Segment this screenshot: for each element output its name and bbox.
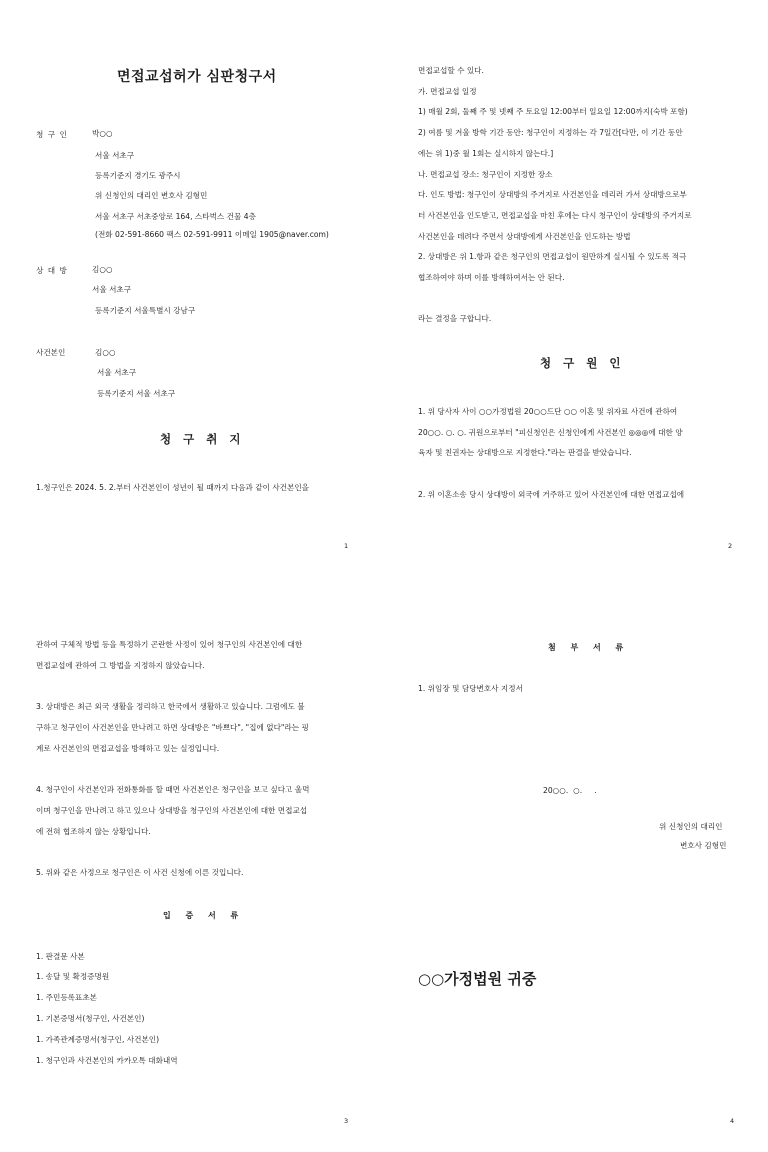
respondent-label: 상 대 방	[36, 266, 68, 275]
cause-line: 1. 위 당사자 사이 ○○가정법원 20○○드단 ○○ 이혼 및 위자료 사건에 관하여	[418, 407, 678, 416]
body-line: 계로 사건본인의 면접교섭을 방해하고 있는 실정입니다.	[36, 744, 220, 753]
body-line: 다. 인도 방법: 청구인이 상대방의 주거지로 사건본인을 데리러 가서 상대방으로부	[418, 190, 687, 199]
body-line: 2) 여름 및 겨울 방학 기간 동안: 청구인이 지정하는 각 7일간[다만, 이 기간 동안	[418, 128, 683, 137]
respondent-name: 김○○	[92, 265, 113, 274]
body-line: 관하여 구체적 방법 등을 특정하기 곤란한 사정이 있어 청구인의 사건본인에 대한	[36, 640, 303, 649]
principal-address: 서울 서초구	[97, 368, 137, 377]
body-line: 1) 매월 2회, 둘째 주 및 넷째 주 토요일 12:00부터 일요일 12:00까지(숙박 포함)	[418, 107, 688, 116]
page-number: 2	[728, 542, 733, 550]
claimant-agent: 위 신청인의 대리인 변호사 김형민	[95, 191, 208, 200]
respondent-registry: 등록기준지 서울특별시 강남구	[95, 306, 196, 315]
page-number: 1	[344, 542, 349, 550]
body-line: 4. 청구인이 사건본인과 전화통화를 할 때면 사건본인은 청구인을 보고 싶다고 울먹	[36, 785, 310, 794]
attachment-item: 1. 위임장 및 담당변호사 지정서	[418, 684, 523, 693]
signature-line: 위 신청인의 대리인	[659, 822, 723, 831]
principal-name: 김○○	[95, 348, 116, 357]
cause-line: 2. 위 이혼소송 당시 상대방이 외국에 거주하고 있어 사건본인에 대한 면접교섭에	[418, 490, 685, 499]
page-2	[384, 0, 768, 576]
body-line: 구하고 청구인이 사건본인을 만나려고 하면 상대방은 "바쁘다", "집에 없다"라는 핑	[36, 723, 309, 732]
evidence-item: 1. 판결문 사본	[36, 952, 85, 961]
claimant-name: 박○○	[92, 129, 113, 138]
cause-line: 육자 및 친권자는 상대방으로 지정한다."라는 판결을 받았습니다.	[418, 448, 632, 457]
page-4	[384, 576, 768, 1152]
attachments-heading: 첨 부 서 류	[548, 643, 630, 652]
evidence-item: 1. 주민등록표초본	[36, 993, 98, 1002]
body-line: 면접교섭에 관하여 그 방법을 지정하지 않았습니다.	[36, 661, 205, 670]
claimant-registry: 등록기준지 경기도 광주시	[95, 171, 181, 180]
claimant-address: 서울 서초구	[95, 151, 135, 160]
principal-label: 사건본인	[36, 348, 66, 357]
body-line: 에 전혀 협조하지 않는 상황입니다.	[36, 827, 151, 836]
purpose-heading: 청 구 취 지	[160, 432, 245, 446]
body-line: 에는 위 1)중 월 1회는 실시하지 않는다.]	[418, 149, 554, 158]
claimant-agent-address: 서울 서초구 서초중앙로 164, 스타벅스 건물 4층	[95, 212, 256, 221]
body-line: 협조하여야 하며 이를 방해하여서는 안 된다.	[418, 273, 565, 282]
evidence-item: 1. 청구인과 사건본인의 카카오톡 대화내역	[36, 1056, 178, 1065]
signature-line: 변호사 김형민	[680, 841, 727, 850]
principal-registry: 등록기준지 서울 서초구	[97, 389, 176, 398]
body-line: 사건본인을 데려다 주면서 상대방에게 사건본인을 인도하는 방법	[418, 232, 631, 241]
body-line: 가. 면접교섭 일정	[418, 87, 477, 96]
evidence-item: 1. 가족관계증명서(청구인, 사건본인)	[36, 1035, 160, 1044]
claimant-label: 청 구 인	[36, 130, 68, 139]
page-1	[0, 0, 384, 576]
cause-heading: 청 구 원 인	[540, 356, 625, 370]
body-line: 2. 상대방은 위 1.항과 같은 청구인의 면접교섭이 원만하게 실시될 수 있도록 적극	[418, 252, 687, 261]
evidence-heading: 입 증 서 류	[163, 911, 245, 920]
request-line: 라는 결정을 구합니다.	[418, 314, 492, 323]
page-number: 4	[730, 1117, 735, 1125]
body-line: 면접교섭할 수 있다.	[418, 66, 484, 75]
page-3	[0, 576, 384, 1152]
evidence-item: 1. 송달 및 확정증명원	[36, 972, 110, 981]
evidence-item: 1. 기본증명서(청구인, 사건본인)	[36, 1014, 145, 1023]
body-line: 5. 위와 같은 사정으로 청구인은 이 사건 신청에 이른 것입니다.	[36, 868, 244, 877]
respondent-address: 서울 서초구	[92, 285, 132, 294]
filing-date: 20○○. ○. .	[543, 786, 597, 795]
claimant-agent-contact: (전화 02-591-8660 팩스 02-591-9911 이메일 1905@naver.com)	[95, 230, 329, 239]
body-line: 이며 청구인을 만나려고 하고 있으나 상대방을 청구인의 사건본인에 대한 면접교섭	[36, 806, 308, 815]
page-number: 3	[344, 1117, 349, 1125]
body-line: 터 사건본인을 인도받고, 면접교섭을 마친 후에는 다시 청구인이 상대방의 주거지로	[418, 211, 692, 220]
body-line: 3. 상대방은 최근 외국 생활을 정리하고 한국에서 생활하고 있습니다. 그럼에도 불	[36, 702, 305, 711]
cause-line: 20○○. ○. ○. 귀원으로부터 "피신청인은 신청인에게 사건본인 ◎◎◎에 대한 양	[418, 428, 683, 437]
purpose-line: 1.청구인은 2024. 5. 2.부터 사건본인이 성년이 될 때까지 다음과 같이 사건본인을	[36, 483, 310, 492]
court-addressee: ○○가정법원 귀중	[418, 970, 537, 988]
document-title: 면접교섭허가 심판청구서	[117, 69, 277, 85]
body-line: 나. 면접교섭 장소: 청구인이 지정한 장소	[418, 170, 553, 179]
